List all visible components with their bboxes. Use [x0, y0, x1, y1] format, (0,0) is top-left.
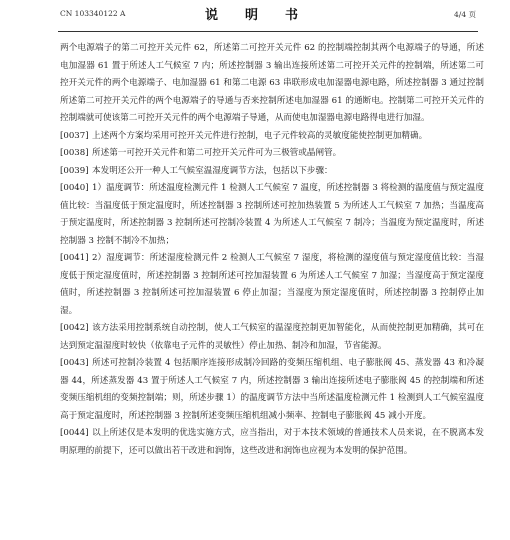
paragraph-number: [0037] — [60, 130, 89, 141]
paragraph-number: [0044] — [60, 428, 89, 438]
paragraph-number: [0043] — [60, 358, 89, 368]
paragraph-number: [0042] — [60, 323, 89, 333]
paragraph-text: 上述两个方案均采用可控开关元件进行控制，电子元件较高的灵敏度能使控制更加精确。 — [92, 130, 428, 141]
paragraph-text: 1）温度调节：所述温度检测元件 1 检测人工气候室 7 温度，所述控制器 3 将检测的温度值与预定温度值比较：当温度低于预定温度时，所述控制器 3 控制所述可控加热装置 5 为所述人工气候室 7 加热；当温度高于预定温度时，所述控制器 3 控制所述可控制冷装置 4 为所述人工气候室 7 制冷；当温度为预定温度时，所述控制器 3 控制不制冷不加热； — [60, 183, 484, 246]
paragraph-continued — [60, 40, 484, 128]
paragraph-text: 该方法采用控制系统自动控制，使人工气候室的温湿度控制更加智能化，从而使控制更加精确，其可在达到预定温湿度时较快（依靠电子元件的灵敏性）停止加热、制冷和加湿，节省能源。 — [60, 323, 484, 351]
paragraph-0037 — [60, 128, 484, 146]
paragraph-number: [0039] — [60, 165, 89, 176]
paragraph-0043 — [60, 355, 484, 425]
paragraph-0041 — [60, 250, 484, 320]
header-rule — [58, 31, 478, 32]
paragraph-text: 所述可控制冷装置 4 包括顺序连接形成制冷回路的变频压缩机组、电子膨胀阀 45、蒸发器 43 和冷凝器 44，所述蒸发器 43 置于所述人工气候室 7 内，所述控制器 3 输出连接所述电子膨胀阀 45 的控制端和所述变频压缩机组的变频控制端；则，所述步骤 1）的温度调节方法中当所述温度检测元件 1 检测到人工气候室温度高于预定温度时，所述控制器 3 控制所述变频压缩机组减小频率、控制电子膨胀阀 45 减小开度。 — [60, 358, 484, 421]
paragraph-0039 — [60, 163, 484, 181]
paragraph-0040 — [60, 180, 484, 250]
paragraph-number: [0041] — [60, 253, 89, 263]
page-header — [0, 0, 510, 30]
paragraph-0044 — [60, 425, 484, 460]
page-title: 说 明 书 — [204, 8, 305, 23]
paragraph-0038 — [60, 145, 484, 163]
paragraph-text: 所述第一可控开关元件和第二可控开关元件可为三极管或晶闸管。 — [92, 148, 342, 158]
doc-number: CN 103340122 A — [60, 9, 126, 18]
paragraph-number: [0040] — [60, 183, 89, 193]
paragraph-text: 两个电源端子的第二可控开关元件 62，所述第二可控开关元件 62 的控制端控制其两个电源端子的导通，所述电加湿器 61 置于所述人工气候室 7 内；所述控制器 3 输出连接所述第二可控开关元件的控制端，所述第二可控开关元件的两个电源端子、电加湿器 61 和第二电源 63 串联形成电加湿器电源电路，所述控制器 3 通过控制所述第二可控开关元件的两个电源端子的导通与否来控制所述电加湿器 61 的通断电。控制第二可控开关元件的控制端就可使该第二可控开关元件的两个电源端子导通，从而使电加湿器电源电路得电进行加湿。 — [60, 43, 484, 123]
page-number: 4/4 页 — [454, 10, 476, 19]
paragraph-text: 2）湿度调节：所述湿度检测元件 2 检测人工气候室 7 湿度，将检测的湿度值与预定湿度值比较：当湿度低于预定湿度值时，所述控制器 3 控制所述可控加湿装置 6 为所述人工气候室 7 加湿；当湿度高于预定湿度值时，所述控制器 3 控制所述可控加湿装置 6 停止加湿；当湿度为预定湿度值时，所述控制器 3 控制停止加湿。 — [60, 253, 484, 316]
paragraph-0042 — [60, 320, 484, 355]
paragraph-text: 以上所述仅是本发明的优选实施方式，应当指出，对于本技术领域的普通技术人员来说，在不脱离本发明原理的前提下，还可以做出若干改进和润饰，这些改进和润饰也应视为本发明的保护范围。 — [60, 428, 484, 456]
paragraph-text: 本发明还公开一种人工气候室温湿度调节方法，包括以下步骤： — [92, 165, 333, 176]
body-text — [60, 40, 484, 460]
paragraph-number: [0038] — [60, 148, 89, 158]
